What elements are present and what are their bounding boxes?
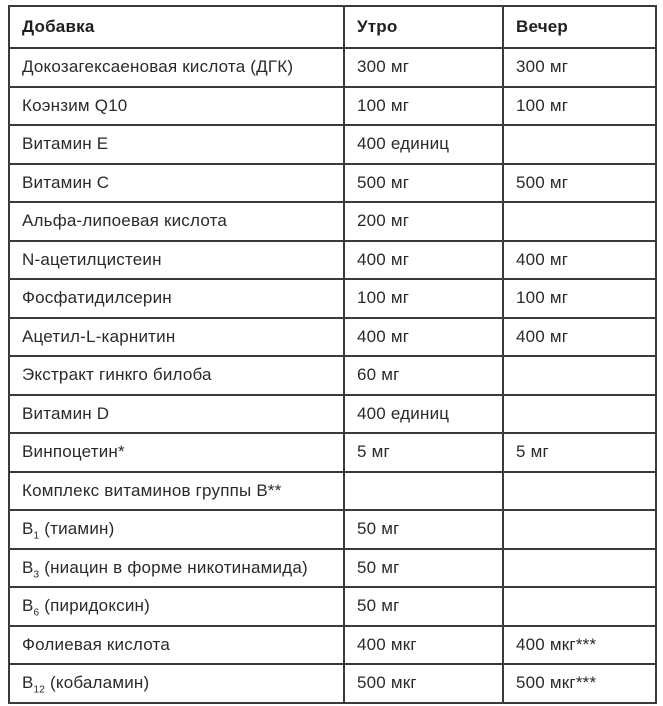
table-row [9, 125, 656, 164]
evening-dose-cell [503, 356, 656, 395]
evening-dose-cell: 400 мг [503, 318, 656, 357]
table-row [9, 472, 656, 511]
supplement-name-text: Витамин E [22, 134, 109, 154]
supplement-name-cell [9, 202, 344, 241]
supplement-name-text: Винпоцетин* [22, 442, 125, 462]
evening-dose-cell: 500 мкг*** [503, 664, 656, 703]
morning-dose-cell: 400 единиц [344, 395, 503, 434]
table-row [9, 587, 656, 626]
supplement-name-cell [9, 549, 344, 588]
evening-dose-cell [503, 395, 656, 434]
supplement-name-cell [9, 87, 344, 126]
table-row [9, 318, 656, 357]
table-row [9, 433, 656, 472]
supplement-name-subscript: 1 [33, 530, 40, 542]
supplement-name-cell [9, 510, 344, 549]
supplement-name-cell [9, 164, 344, 203]
table-row [9, 279, 656, 318]
supplement-name-subscript: 3 [33, 569, 40, 581]
table-row [9, 241, 656, 280]
evening-dose-cell [503, 202, 656, 241]
supplement-name-text: Витамин C [22, 172, 110, 192]
table-row [9, 356, 656, 395]
supplement-name-cell [9, 48, 344, 87]
table-row [9, 626, 656, 665]
morning-dose-cell [344, 472, 503, 511]
morning-dose-cell: 400 мг [344, 241, 503, 280]
supplement-name-text: Альфа-липоевая кислота [22, 211, 228, 231]
supplement-name-text: Витамин D [22, 403, 110, 423]
table-row [9, 395, 656, 434]
table-row [9, 48, 656, 87]
supplement-name-subscript: 6 [33, 607, 40, 619]
morning-dose-cell: 300 мг [344, 48, 503, 87]
morning-dose-cell: 500 мг [344, 164, 503, 203]
supplement-name-cell [9, 664, 344, 703]
evening-dose-cell [503, 125, 656, 164]
supplement-name-cell [9, 433, 344, 472]
morning-dose-cell: 100 мг [344, 87, 503, 126]
supplement-name-text: B [22, 519, 34, 539]
supplement-table [8, 5, 657, 704]
supplement-name-text: B [22, 557, 34, 577]
evening-dose-cell [503, 510, 656, 549]
morning-dose-cell: 5 мг [344, 433, 503, 472]
supplement-name-subscript: 12 [33, 684, 46, 696]
evening-dose-cell [503, 472, 656, 511]
evening-dose-cell: 400 мкг*** [503, 626, 656, 665]
supplement-name-cell [9, 318, 344, 357]
col-header-supplement: Добавка [9, 6, 344, 48]
table-row [9, 87, 656, 126]
supplement-name-cell [9, 241, 344, 280]
morning-dose-cell: 400 единиц [344, 125, 503, 164]
morning-dose-cell: 200 мг [344, 202, 503, 241]
supplement-name-cell [9, 125, 344, 164]
morning-dose-cell: 50 мг [344, 587, 503, 626]
col-header-morning: Утро [344, 6, 503, 48]
supplement-name-text: (пиридоксин) [39, 596, 150, 616]
evening-dose-cell: 400 мг [503, 241, 656, 280]
morning-dose-cell: 500 мкг [344, 664, 503, 703]
supplement-name-text: Комплекс витаминов группы B** [22, 480, 282, 500]
supplement-name-text: Ацетил-L-карнитин [22, 326, 176, 346]
evening-dose-cell [503, 587, 656, 626]
evening-dose-cell: 5 мг [503, 433, 656, 472]
morning-dose-cell: 50 мг [344, 510, 503, 549]
supplement-name-text: (тиамин) [39, 519, 115, 539]
supplement-name-cell [9, 279, 344, 318]
supplement-name-text: N-ацетилцистеин [22, 249, 162, 269]
table-row [9, 202, 656, 241]
supplement-name-text: B [22, 673, 34, 693]
morning-dose-cell: 100 мг [344, 279, 503, 318]
supplement-name-cell [9, 356, 344, 395]
supplement-name-text: Коэнзим Q10 [22, 95, 128, 115]
table-body [9, 48, 656, 703]
morning-dose-cell: 60 мг [344, 356, 503, 395]
morning-dose-cell: 400 мкг [344, 626, 503, 665]
evening-dose-cell: 100 мг [503, 87, 656, 126]
morning-dose-cell: 400 мг [344, 318, 503, 357]
supplement-name-text: (кобаламин) [45, 673, 150, 693]
evening-dose-cell: 100 мг [503, 279, 656, 318]
supplement-name-cell [9, 626, 344, 665]
supplement-name-text: (ниацин в форме никотинамида) [39, 557, 308, 577]
supplement-name-cell [9, 395, 344, 434]
col-header-evening: Вечер [503, 6, 656, 48]
table-row [9, 164, 656, 203]
supplement-name-cell [9, 472, 344, 511]
table-row [9, 510, 656, 549]
supplement-name-text: Фосфатидилсерин [22, 288, 172, 308]
table-row [9, 549, 656, 588]
morning-dose-cell: 50 мг [344, 549, 503, 588]
supplement-name-text: B [22, 596, 34, 616]
evening-dose-cell [503, 549, 656, 588]
supplement-name-text: Докозагексаеновая кислота (ДГК) [22, 57, 294, 77]
supplement-name-text: Фолиевая кислота [22, 634, 170, 654]
evening-dose-cell: 500 мг [503, 164, 656, 203]
evening-dose-cell: 300 мг [503, 48, 656, 87]
table-row [9, 664, 656, 703]
supplement-name-text: Экстракт гинкго билоба [22, 365, 212, 385]
header-row [9, 6, 656, 48]
supplement-name-cell [9, 587, 344, 626]
